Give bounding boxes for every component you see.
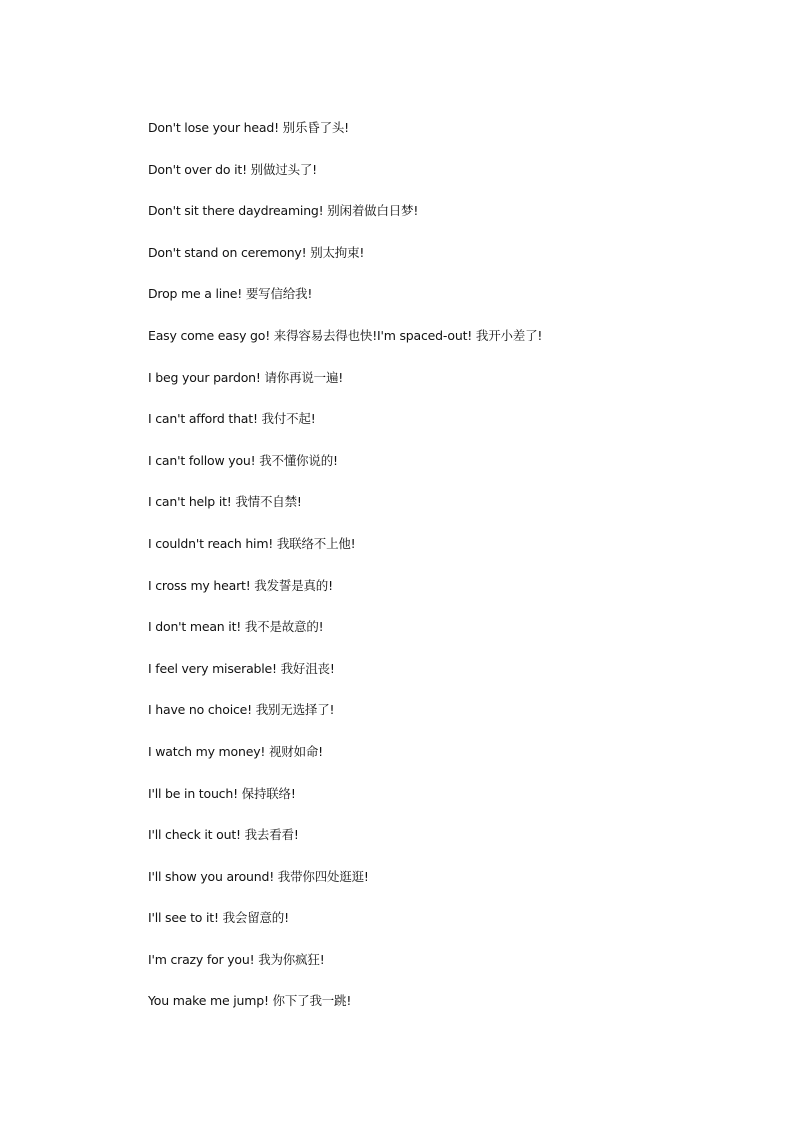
phrase-line: Don't stand on ceremony! 别太拘束! <box>148 244 365 260</box>
phrase-line: I can't afford that! 我付不起! <box>148 411 316 427</box>
phrase-line: Don't over do it! 别做过头了! <box>148 161 317 177</box>
phrase-line: I watch my money! 视财如命! <box>148 743 323 759</box>
phrase-line: You make me jump! 你下了我一跳! <box>148 993 352 1009</box>
phrase-line: I can't follow you! 我不懂你说的! <box>148 452 338 468</box>
phrase-line: I'll see to it! 我会留意的! <box>148 910 289 926</box>
phrase-line: Don't lose your head! 别乐昏了头! <box>148 120 349 135</box>
phrase-line: I'll check it out! 我去看看! <box>148 827 299 843</box>
phrase-line: Easy come easy go! 来得容易去得也快!I'm spaced-out! 我开小差了! <box>148 327 543 343</box>
phrase-line: I feel very miserable! 我好沮丧! <box>148 660 335 676</box>
phrase-line: I cross my heart! 我发誓是真的! <box>148 577 333 593</box>
phrase-line: I can't help it! 我情不自禁! <box>148 494 302 510</box>
phrase-line: I couldn't reach him! 我联络不上他! <box>148 535 356 551</box>
phrase-line: I don't mean it! 我不是故意的! <box>148 619 324 635</box>
phrase-line: Drop me a line! 要写信给我! <box>148 286 313 302</box>
phrase-line: I'm crazy for you! 我为你疯狂! <box>148 951 325 967</box>
phrase-line: Don't sit there daydreaming! 别闲着做白日梦! <box>148 203 419 219</box>
phrase-list <box>148 118 748 1033</box>
phrase-line: I beg your pardon! 请你再说一遍! <box>148 369 344 385</box>
phrase-line: I'll show you around! 我带你四处逛逛! <box>148 868 369 884</box>
phrase-line: I have no choice! 我别无选择了! <box>148 702 335 718</box>
phrase-line: I'll be in touch! 保持联络! <box>148 785 296 801</box>
